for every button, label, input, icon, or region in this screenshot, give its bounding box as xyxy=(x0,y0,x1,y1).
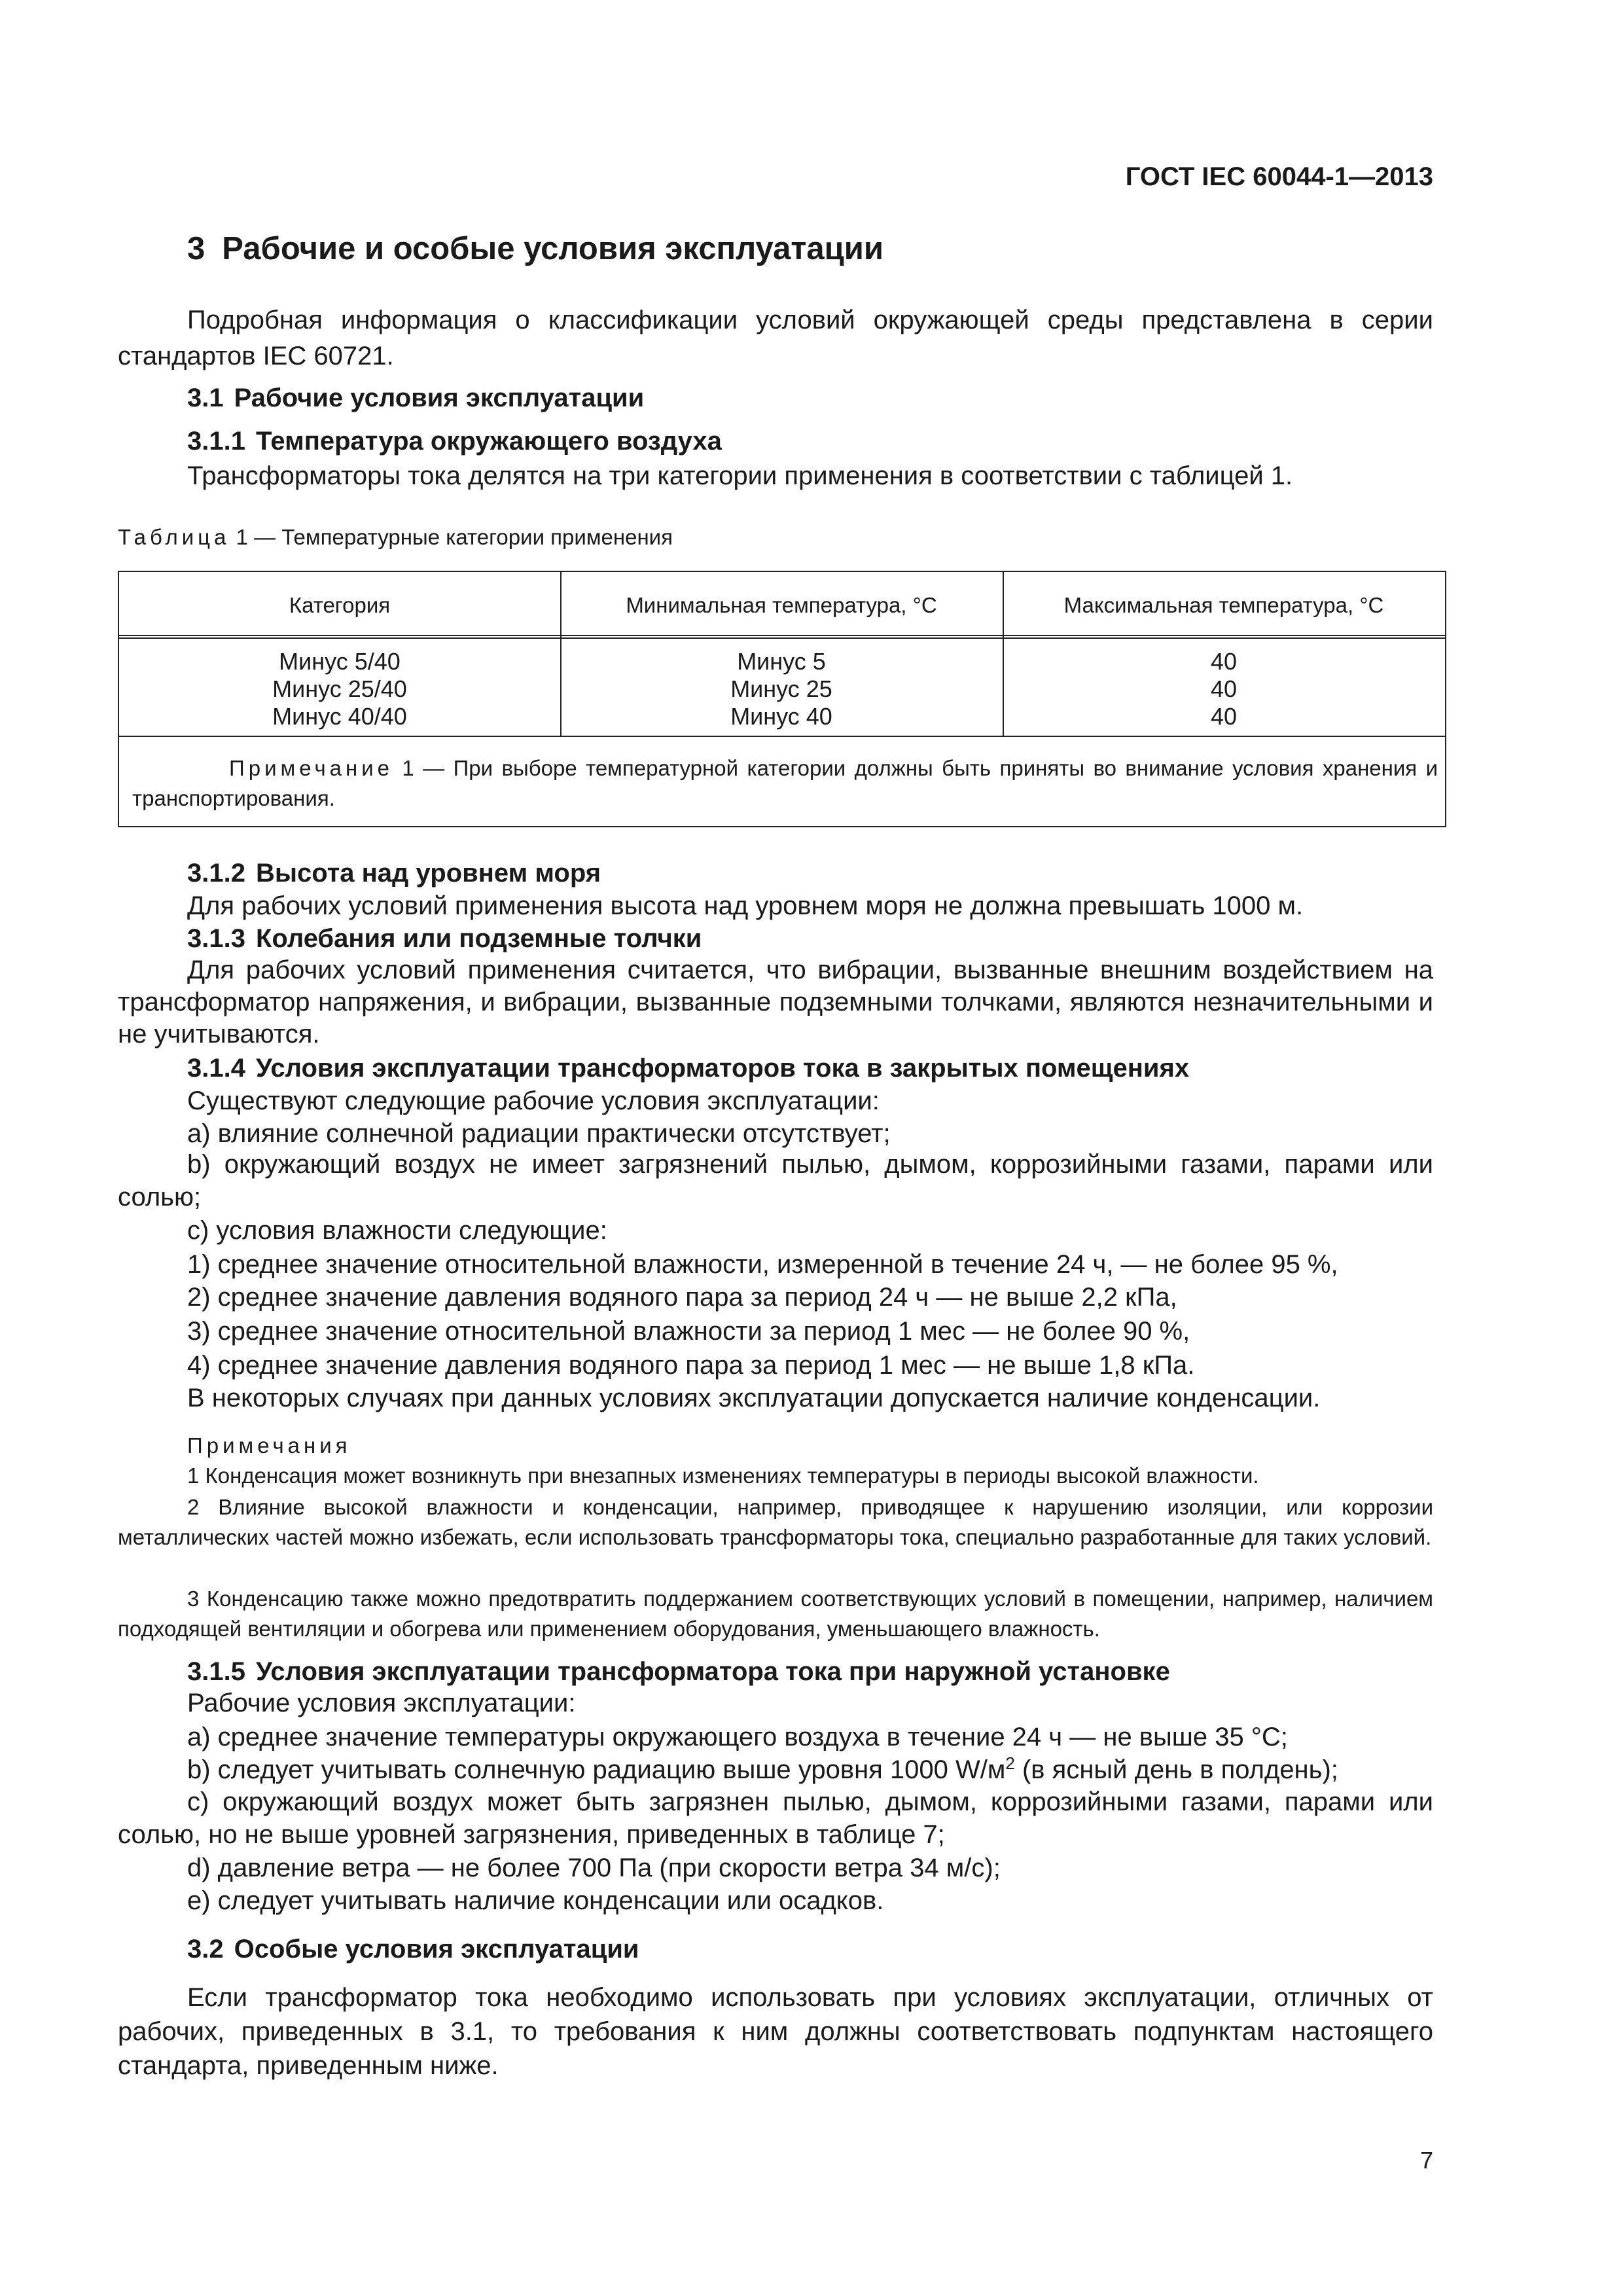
table-header-category: Категория xyxy=(289,593,391,617)
list-item: a) среднее значение температуры окружающего воздуха в течение 24 ч — не выше 35 °С; xyxy=(187,1723,1288,1751)
table-cell: Минус 40/40 xyxy=(272,703,407,730)
subsection-3-1-5-heading: 3.1.5 Условия эксплуатации трансформатора тока при наружной установке xyxy=(187,1657,1170,1686)
closing-text: В некоторых случаях при данных условиях эксплуатации допускается наличие конденсации. xyxy=(187,1384,1321,1412)
note-separator xyxy=(119,736,1445,737)
subsection-3-1-2-text: Для рабочих условий применения высота над уровнем моря не должна превышать 1000 м. xyxy=(187,891,1304,920)
subsection-3-1-4-heading: 3.1.4 Условия эксплуатации трансформаторов тока в закрытых помещениях xyxy=(187,1054,1190,1083)
note-item: 3 Конденсацию также можно предотвратить поддержанием соответствующих условий в помещении, например, наличием подходящей вентиляции и обогрева или применением оборудования, уменьшающего влажность. xyxy=(118,1587,1433,1641)
list-intro: Существуют следующие рабочие условия эксплуатации: xyxy=(187,1086,880,1115)
section-number: 3 xyxy=(187,231,205,266)
table-cell: Минус 5 xyxy=(737,648,826,675)
table-column-max-temp xyxy=(1003,648,1445,730)
table-cell: Минус 25 xyxy=(730,675,832,702)
subsection-3-1-2-heading: 3.1.2 Высота над уровнем моря xyxy=(187,859,601,888)
table-cell: 40 xyxy=(1210,648,1238,675)
table-header-min-temp: Минимальная температура, °С xyxy=(626,593,937,617)
table-cell: Минус 40 xyxy=(730,703,832,730)
subsection-3-1-1-text: Трансформаторы тока делятся на три категории применения в соответствии с таблицей 1. xyxy=(187,461,1293,490)
list-item: e) следует учитывать наличие конденсации или осадков. xyxy=(187,1886,884,1915)
list-intro: Рабочие условия эксплуатации: xyxy=(187,1689,576,1717)
list-item: c) окружающий воздух может быть загрязнен пылью, дымом, коррозийными газами, парами или солью, но не выше уровней загрязнения, приведенных в таблице 7; xyxy=(118,1787,1433,1849)
list-item: b) следует учитывать солнечную радиацию выше уровня 1000 $W/м^2$ (в ясный день в полдень); xyxy=(187,1753,1338,1784)
table-column-category xyxy=(119,648,560,730)
temperature-categories-table xyxy=(118,571,1446,827)
table-note: Примечание 1 — При выборе температурной категории должны быть приняты во внимание условия хранения и транспортирования. xyxy=(132,756,1438,810)
section-3-heading xyxy=(187,230,883,267)
table-caption: Таблица 1 — Температурные категории применения xyxy=(118,525,673,549)
list-item: 2) среднее значение давления водяного пара за период 24 ч — не выше 2,2 кПа, xyxy=(187,1283,1177,1312)
list-item: 4) среднее значение давления водяного пара за период 1 мес — не выше 1,8 кПа. xyxy=(187,1351,1195,1380)
subsection-3-1-3-heading: 3.1.3 Колебания или подземные толчки xyxy=(187,924,702,953)
table-cell: 40 xyxy=(1210,703,1238,730)
table-cell: 40 xyxy=(1210,675,1238,702)
document-id-header: ГОСТ IEC 60044-1—2013 xyxy=(1125,162,1433,191)
note-item: 1 Конденсация может возникнуть при внезапных изменениях температуры в периоды высокой влажности. xyxy=(187,1463,1259,1488)
subsection-3-1-heading: 3.1 Рабочие условия эксплуатации xyxy=(187,384,645,412)
table-cell: Минус 5/40 xyxy=(279,648,401,675)
list-item: d) давление ветра — не более 700 Па (при скорости ветра 34 м/с); xyxy=(187,1854,1001,1882)
notes-heading: Примечания xyxy=(187,1433,351,1458)
subsection-3-2-heading: 3.2 Особые условия эксплуатации xyxy=(187,1935,639,1964)
note-item: 2 Влияние высокой влажности и конденсации, например, приводящее к нарушению изоляции, или коррозии металлических частей можно избежать, если использовать трансформаторы тока, специально разработанные для таких условий. xyxy=(118,1495,1433,1549)
page-number: 7 xyxy=(1419,2147,1433,2174)
subsection-3-2-text: Если трансформатор тока необходимо использовать при условиях эксплуатации, отличных от рабочих, приведенных в 3.1, то требования к ним должны соответствовать подпунктам настоящего стандарта, приведенным ниже. xyxy=(118,1983,1433,2080)
table-column-min-temp xyxy=(560,648,1003,730)
table-cell: Минус 25/40 xyxy=(272,675,407,702)
header-separator xyxy=(119,635,1445,639)
table-header-max-temp: Максимальная температура, °С xyxy=(1063,593,1384,617)
subsection-3-1-1-heading: 3.1.1 Температура окружающего воздуха xyxy=(187,427,722,456)
list-item: c) условия влажности следующие: xyxy=(187,1216,607,1245)
section-3-intro: Подробная информация о классификации условий окружающей среды представлена в серии стандартов IEC 60721. xyxy=(118,306,1433,370)
subsection-3-1-3-text: Для рабочих условий применения считается, что вибрации, вызванные внешним воздействием на трансформатор напряжения, и вибрации, вызванные подземными толчками, являются незначительными и не учитываются. xyxy=(118,956,1433,1049)
section-title: Рабочие и особые условия эксплуатации xyxy=(222,231,884,266)
list-item: 3) среднее значение относительной влажности за период 1 мес — не более 90 %, xyxy=(187,1317,1190,1346)
list-item: 1) среднее значение относительной влажности, измеренной в течение 24 ч, — не более 95 %, xyxy=(187,1250,1338,1279)
list-item: b) окружающий воздух не имеет загрязнений пылью, дымом, коррозийными газами, парами или солью; xyxy=(118,1150,1433,1211)
list-item: a) влияние солнечной радиации практически отсутствует; xyxy=(187,1119,891,1148)
